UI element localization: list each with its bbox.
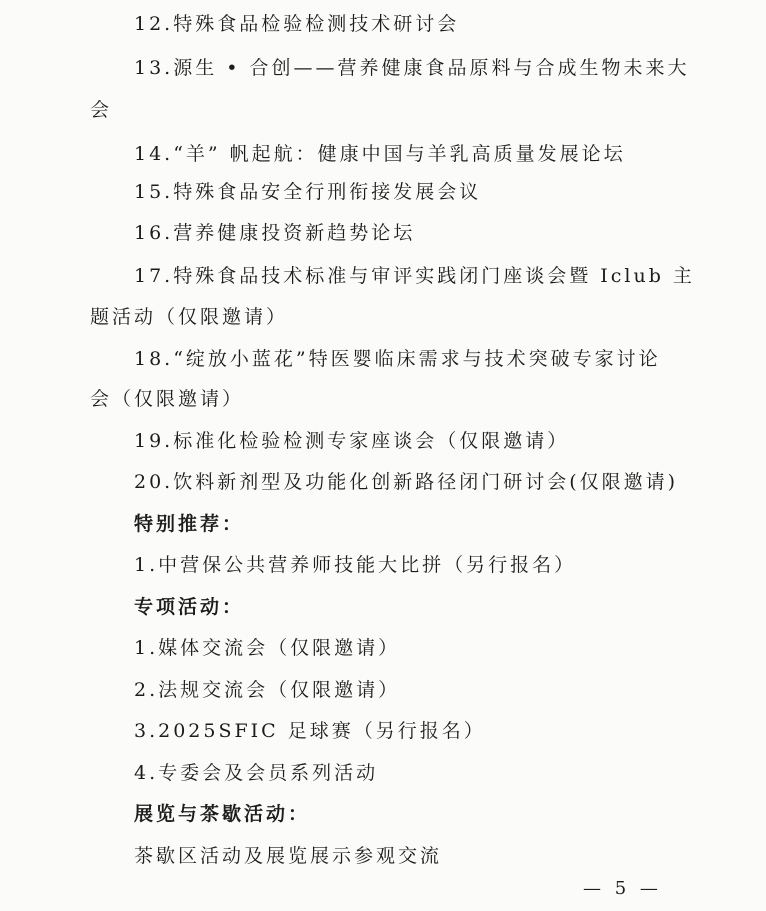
- section-heading-exhibition: 展览与茶歇活动：: [134, 803, 311, 825]
- activity-item-3: 3.2025SFIC 足球赛（另行报名）: [134, 720, 486, 742]
- agenda-item-16: 16.营养健康投资新趋势论坛: [134, 222, 416, 244]
- activity-item-2: 2.法规交流会（仅限邀请）: [134, 679, 401, 701]
- agenda-item-19: 19.标准化检验检测专家座谈会（仅限邀请）: [134, 430, 570, 452]
- agenda-item-13: 13.源生 • 合创——营养健康食品原料与合成生物未来大: [134, 57, 690, 79]
- agenda-item-17: 17.特殊食品技术标准与审评实践闭门座谈会暨 Iclub 主: [134, 265, 695, 287]
- agenda-item-14: 14.“羊” 帆起航：健康中国与羊乳高质量发展论坛: [134, 143, 626, 165]
- agenda-item-18: 18.“绽放小蓝花”特医婴临床需求与技术突破专家讨论: [134, 348, 661, 370]
- agenda-item-15: 15.特殊食品安全行刑衔接发展会议: [134, 181, 482, 203]
- page-number: — 5 —: [583, 878, 662, 899]
- agenda-item-12: 12.特殊食品检验检测技术研讨会: [134, 13, 460, 35]
- activity-item-1: 1.媒体交流会（仅限邀请）: [134, 637, 401, 659]
- section-heading-special: 特别推荐：: [134, 513, 245, 535]
- agenda-item-17-continued: 题活动（仅限邀请）: [90, 306, 289, 328]
- agenda-item-20: 20.饮料新剂型及功能化创新路径闭门研讨会(仅限邀请): [134, 471, 679, 493]
- special-item-1: 1.中营保公共营养师技能大比拼（另行报名）: [134, 554, 577, 576]
- exhibition-item: 茶歇区活动及展览展示参观交流: [134, 845, 443, 867]
- section-heading-activities: 专项活动：: [134, 596, 245, 618]
- agenda-item-18-continued: 会（仅限邀请）: [90, 388, 245, 410]
- activity-item-4: 4.专委会及会员系列活动: [134, 762, 379, 784]
- agenda-item-13-continued: 会: [90, 99, 113, 121]
